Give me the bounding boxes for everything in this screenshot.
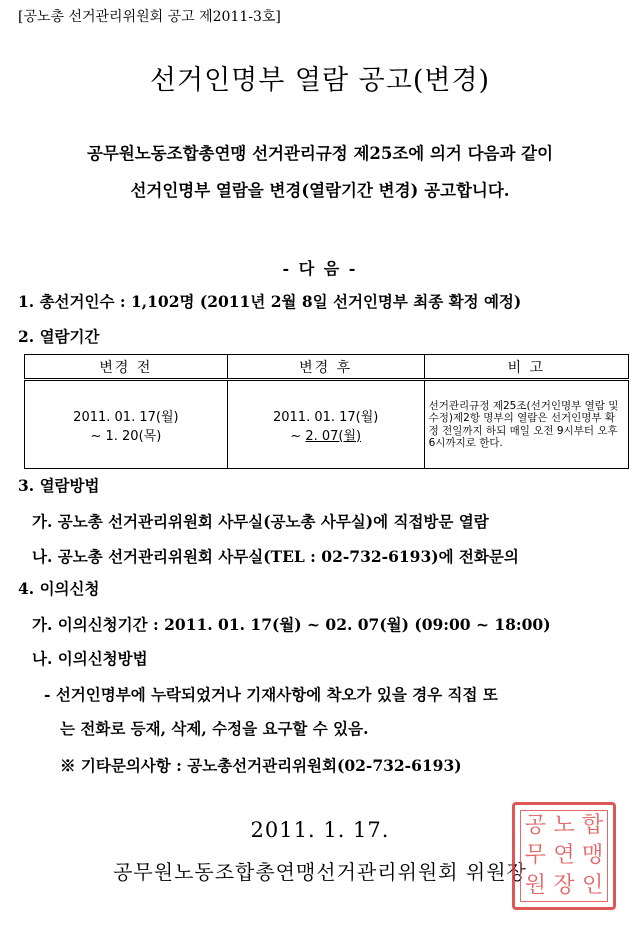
intro-line-2: 선거인명부 열람을 변경(열람기간 변경) 공고합니다. xyxy=(130,181,510,200)
seal-characters xyxy=(520,810,608,902)
objection-method-heading: 나. 이의신청방법 xyxy=(32,649,148,668)
after-date-end xyxy=(229,425,423,444)
objection-method-line-2: 는 전화로 등재, 삭제, 수정을 요구할 수 있음. xyxy=(60,719,369,738)
viewing-method-heading: 3. 열람방법 xyxy=(18,476,100,495)
viewing-period-table xyxy=(24,354,629,469)
table-header-after: 변경 후 xyxy=(227,355,424,380)
objection-method-line-1: - 선거인명부에 누락되었거나 기재사항에 착오가 있을 경우 직접 또 xyxy=(44,685,498,704)
viewing-period-heading: 2. 열람기간 xyxy=(18,327,100,346)
before-date-end: ~ 1. 20(목) xyxy=(90,428,162,444)
seal-glyph: 무 xyxy=(524,843,546,868)
contact-info: ※ 기타문의사항 : 공노총선거관리위원회(02-732-6193) xyxy=(60,756,462,775)
viewing-method-ga: 가. 공노총 선거관리위원회 사무실(공노총 사무실)에 직접방문 열람 xyxy=(32,512,489,531)
seal-glyph: 맹 xyxy=(582,843,604,868)
seal-glyph: 연 xyxy=(553,843,575,868)
seal-glyph: 원 xyxy=(524,873,546,898)
before-date-start: 2011. 01. 17(월) xyxy=(73,409,179,425)
seal-glyph: 장 xyxy=(553,873,575,898)
seal-glyph: 공 xyxy=(524,813,546,838)
document-number: [공노총 선거관리위원회 공고 제2011-3호] xyxy=(18,9,281,25)
table-row xyxy=(25,380,629,469)
objection-period: 가. 이의신청기간 : 2011. 01. 17(월) ~ 02. 07(월) (09:00 ~ 18:00) xyxy=(32,615,551,634)
after-date-prefix: ~ xyxy=(290,428,306,444)
cell-before xyxy=(25,380,228,469)
issue-date: 2011. 1. 17. xyxy=(250,818,390,842)
seal-glyph: 노 xyxy=(553,813,575,838)
objection-heading: 4. 이의신청 xyxy=(18,579,100,598)
intro-line-1: 공무원노동조합총연맹 선거관리규정 제25조에 의거 다음과 같이 xyxy=(86,144,554,163)
total-voters-line: 1. 총선거인수 : 1,102명 (2011년 2월 8일 선거인명부 최종 확정 예정) xyxy=(18,292,522,311)
viewing-method-na: 나. 공노총 선거관리위원회 사무실(TEL : 02-732-6193)에 전화문의 xyxy=(32,547,519,566)
table-header-note: 비 고 xyxy=(424,355,628,380)
signer-name: 공무원노동조합총연맹선거관리위원회 위원장 xyxy=(113,860,527,884)
cell-note: 선거관리규정 제25조(선거인명부 열람 및 수정)제2항 명부의 열람은 선거인명부 확정 전일까지 하되 매일 오전 9시부터 오후 6시까지로 한다. xyxy=(424,380,628,469)
table-header-before: 변경 전 xyxy=(25,355,228,380)
page-title: 선거인명부 열람 공고(변경) xyxy=(149,65,491,96)
official-seal-stamp xyxy=(512,802,616,910)
cell-after xyxy=(227,380,424,469)
section-divider-heading: - 다 음 - xyxy=(282,259,358,278)
seal-glyph: 합 xyxy=(582,813,604,838)
seal-glyph: 인 xyxy=(582,873,604,898)
after-date-start: 2011. 01. 17(월) xyxy=(272,409,379,425)
after-date-changed: 2. 07(월) xyxy=(305,428,362,444)
